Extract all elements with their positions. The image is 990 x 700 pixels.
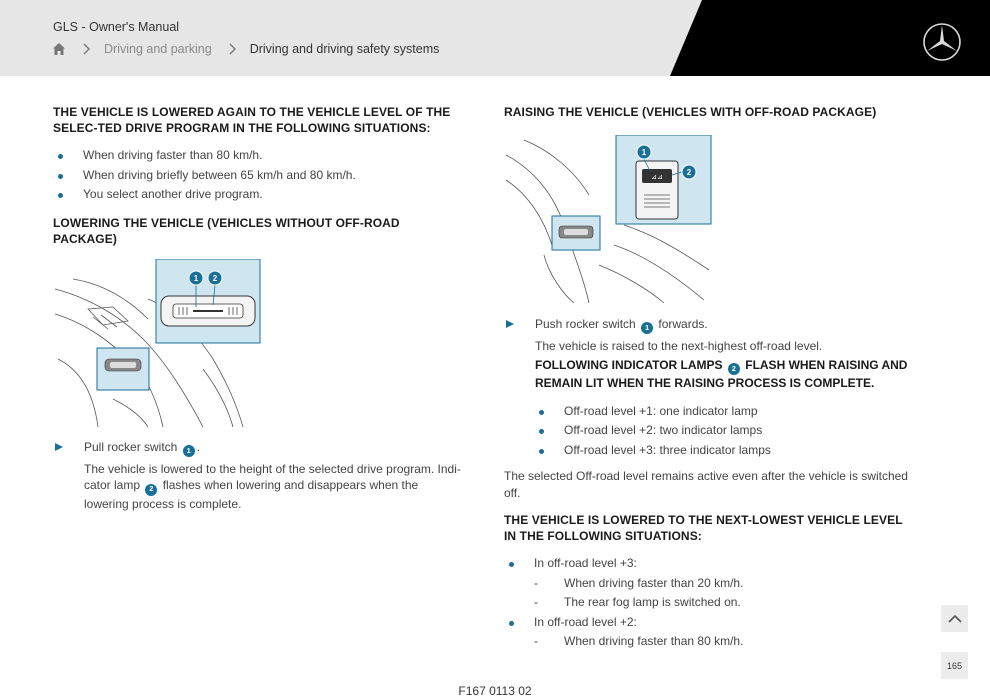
mercedes-star-logo (922, 22, 962, 62)
step-text-end: forwards. (658, 317, 708, 331)
section-heading-next-lowest: THE VEHICLE IS LOWERED TO THE NEXT-LOWEST VEHICLE LEVEL IN THE FOLLOWING SITUATIONS: (504, 513, 903, 543)
page-header (0, 0, 990, 76)
callout-1: 1 (641, 322, 653, 334)
callout-1: 1 (641, 148, 647, 157)
level2-sublist (504, 632, 914, 652)
step-text-end: . (196, 439, 201, 454)
breadcrumb (52, 42, 439, 56)
callout-2: 2 (686, 168, 692, 177)
instruction-step-pull (53, 439, 463, 457)
step-arrow-icon (506, 320, 514, 328)
chevron-up-icon (948, 614, 962, 624)
svg-text:⊿⊿: ⊿⊿ (651, 174, 663, 181)
manual-title: GLS - Owner's Manual (53, 20, 180, 34)
situations-list (53, 146, 463, 205)
level3-list (504, 554, 914, 574)
section-heading-lowered-again: THE VEHICLE IS LOWERED AGAIN TO THE VEHICLE LEVEL OF THE SELEC-TED DRIVE PROGRAM IN THE FOLLOWING SITUATIONS: (53, 105, 451, 135)
offroad-level-note: The selected Off-road level remains active even after the vehicle is switched off. (504, 469, 908, 500)
bold-text: FOLLOWING INDICATOR LAMPS (535, 357, 723, 372)
level2-list (504, 613, 914, 633)
step-result (53, 461, 463, 512)
figure-code: F167 0113 02 (458, 684, 532, 698)
level3-sublist (504, 574, 914, 613)
callout-2: 2 (728, 363, 740, 375)
list-item: In off-road level +2: (504, 613, 914, 633)
list-item: When driving briefly between 65 km/h and 80 km/h. (53, 166, 463, 186)
list-item: - When driving faster than 80 km/h. (504, 632, 914, 652)
list-item: Off-road level +2: two indicator lamps (534, 421, 914, 441)
breadcrumb-current: Driving and driving safety systems (249, 42, 440, 56)
bold-text-end: FLASH WHEN RAISING AND REMAIN LIT WHEN THE RAISING PROCESS IS COMPLETE. (535, 357, 908, 390)
step-arrow-icon (55, 443, 63, 451)
callout-1: 1 (183, 445, 195, 457)
callout-2: 2 (212, 273, 218, 283)
section-heading-raising: RAISING THE VEHICLE (VEHICLES WITH OFF-ROAD PACKAGE) (504, 105, 877, 119)
page-number-button[interactable]: 165 (941, 652, 968, 679)
step-text: Pull rocker switch (84, 439, 178, 454)
indicator-lamps-note (504, 357, 914, 392)
list-item: In off-road level +3: (504, 554, 914, 574)
home-icon[interactable] (52, 42, 66, 56)
figure-lowering-rocker-switch (53, 259, 261, 429)
scroll-to-top-button[interactable] (941, 605, 968, 632)
step-result: The vehicle is raised to the next-highest off-road level. (535, 339, 823, 354)
list-item: Off-road level +1: one indicator lamp (534, 402, 914, 422)
result-text: The vehicle is lowered to the height of the selected drive program. Indi-cator lamp (84, 461, 461, 493)
breadcrumb-link-driving-parking[interactable]: Driving and parking (104, 42, 212, 56)
list-item: Off-road level +3: three indicator lamps (534, 441, 914, 461)
callout-1: 1 (193, 273, 199, 283)
instruction-step-push (504, 316, 914, 334)
right-column (504, 104, 914, 652)
chevron-right-icon (226, 42, 238, 56)
left-column (53, 104, 463, 512)
list-item: - When driving faster than 20 km/h. (504, 574, 914, 594)
figure-raising-rocker-switch (504, 135, 712, 305)
callout-2: 2 (145, 484, 157, 496)
list-item: You select another drive program. (53, 185, 463, 205)
offroad-levels-list (504, 402, 914, 461)
chevron-right-icon (80, 42, 92, 56)
list-item: When driving faster than 80 km/h. (53, 146, 463, 166)
result-text-end: flashes when lowering and disappears when the lowering process is complete. (84, 478, 419, 511)
section-heading-lowering: LOWERING THE VEHICLE (VEHICLES WITHOUT OFF-ROAD PACKAGE) (53, 215, 400, 246)
list-item: - The rear fog lamp is switched on. (504, 593, 914, 613)
step-text: Push rocker switch (535, 317, 636, 331)
